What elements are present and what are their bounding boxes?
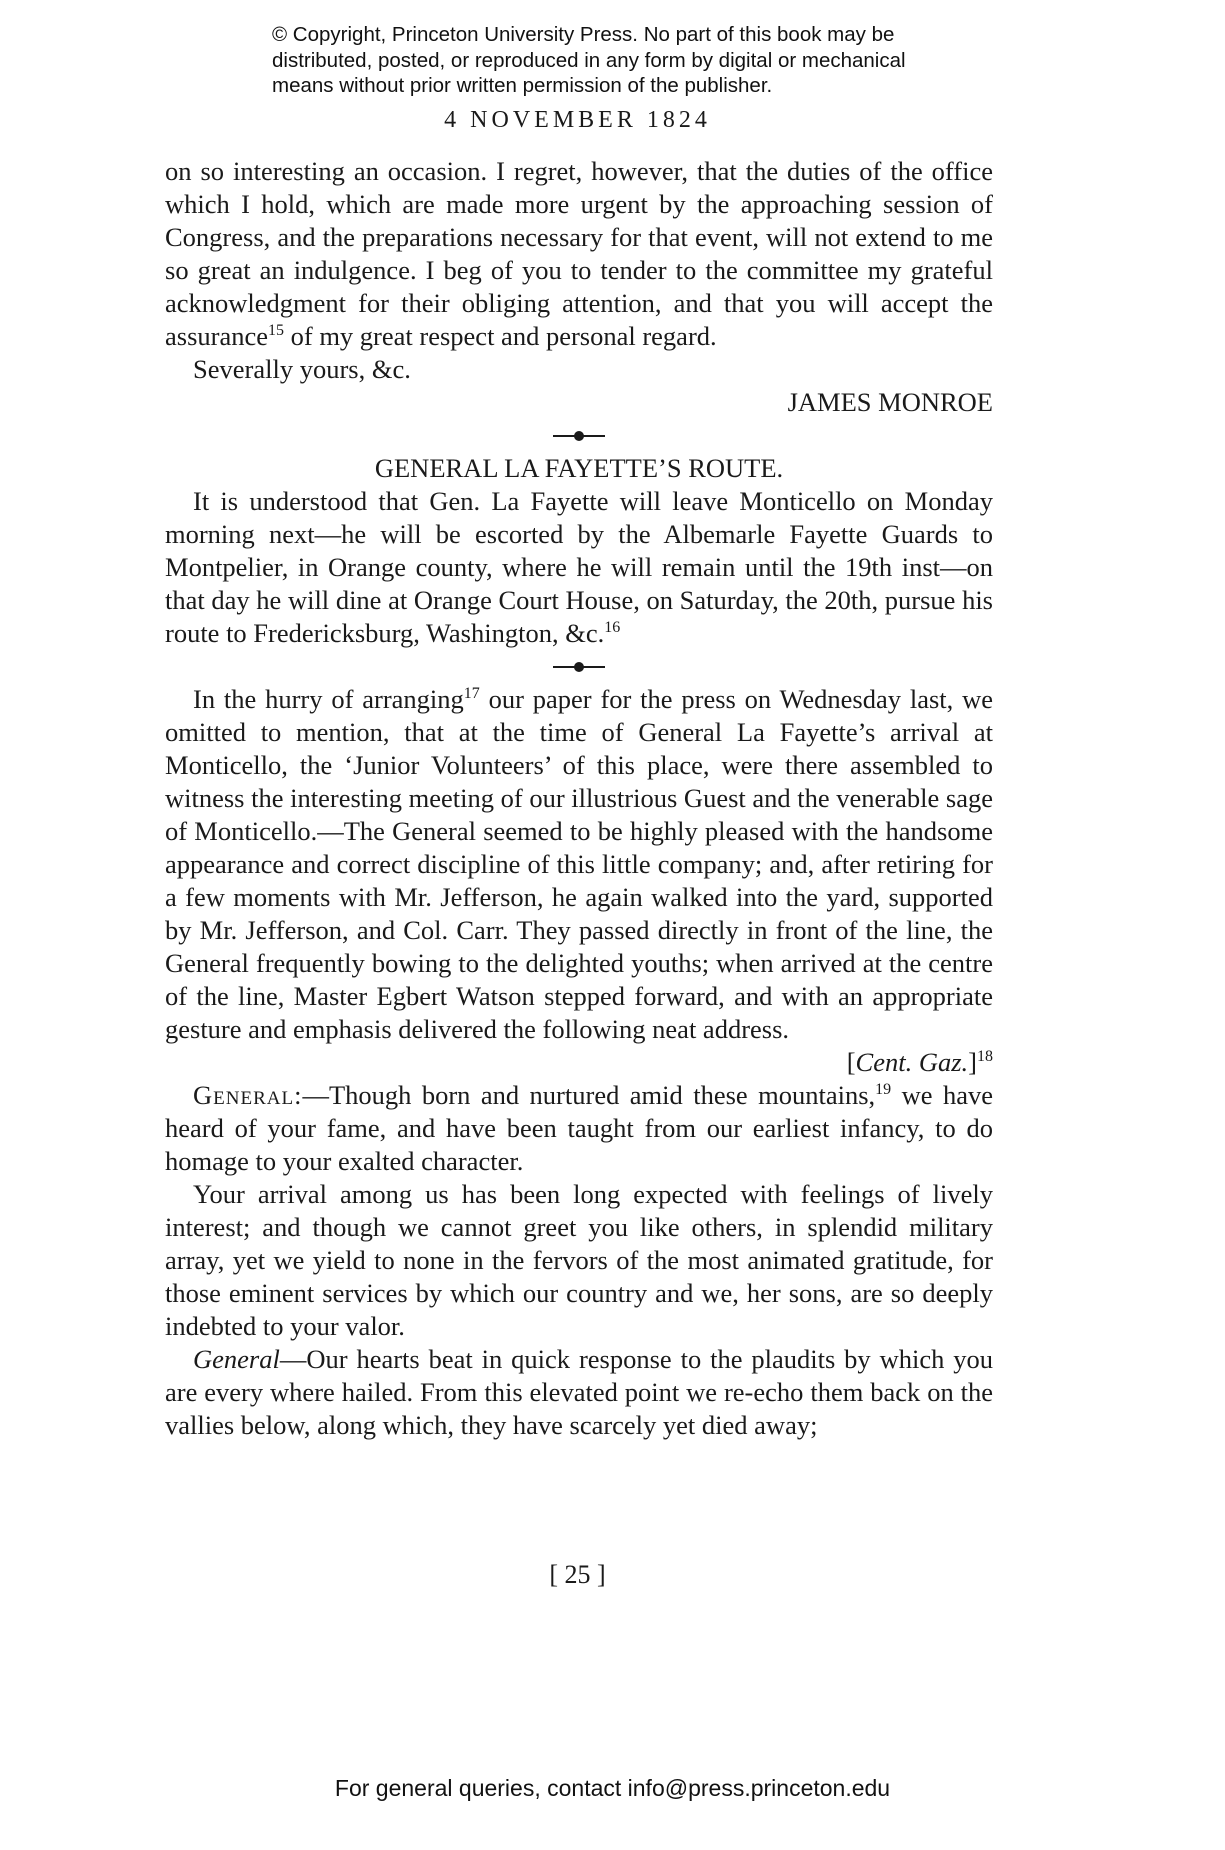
page-number: [ 25 ] bbox=[549, 1560, 606, 1589]
address-text: —Though born and nurtured amid these mountains, bbox=[302, 1080, 876, 1110]
footnote-marker[interactable]: 19 bbox=[875, 1081, 892, 1098]
route-paragraph bbox=[165, 485, 993, 650]
letter-paragraph bbox=[165, 155, 993, 353]
divider-ornament-icon bbox=[553, 662, 605, 672]
section-divider bbox=[165, 419, 993, 452]
copyright-line: means without prior written permission of the publisher. bbox=[272, 74, 773, 97]
footnote-marker[interactable]: 15 bbox=[268, 322, 284, 339]
copyright-line: distributed, posted, or reproduced in any form by digital or mechanical bbox=[272, 48, 906, 72]
address-paragraph bbox=[165, 1343, 993, 1442]
letter-text: on so interesting an occasion. I regret, however, that the duties of the office which I hold, which are made more urgent by the approaching session of Congress, and the preparations necessary for that event, will not extend to me so great an indulgence. I beg of you to tender to the committee my grateful acknowledgment for their obliging attention, and that you will accept the assurance bbox=[165, 156, 993, 351]
section-divider bbox=[165, 650, 993, 683]
copyright-notice bbox=[272, 22, 1032, 99]
letter-text-end: of my great respect and personal regard. bbox=[284, 321, 717, 351]
italic-salutation: General bbox=[193, 1344, 280, 1374]
article-text: our paper for the press on Wednesday last, we omitted to mention, that at the time of General La Fayette’s arrival at Monticello, the ‘Junior Volunteers’ of this place, were there assembled to witness the interesting meeting of our illustrious Guest and the venerable sage of Monticello.—The General seemed to be highly pleased with the handsome appearance and correct discipline of this little company; and, after retiring for a few moments with Mr. Jefferson, he again walked into the yard, supported by Mr. Jefferson, and Col. Carr. They passed directly in front of the line, the General frequently bowing to the delighted youths; when arrived at the centre of the line, Master Egbert Watson stepped forward, and with an appropriate gesture and emphasis delivered the following neat address. bbox=[165, 684, 993, 1044]
copyright-line: © Copyright, Princeton University Press. No part of this book may be bbox=[272, 23, 895, 46]
source-name: Cent. Gaz. bbox=[855, 1047, 969, 1077]
article-paragraph bbox=[165, 683, 993, 1046]
salutation: General: bbox=[193, 1080, 303, 1110]
address-text: —Our hearts beat in quick response to the plaudits by which you are every where hailed. From this elevated point we re-echo them back on the vallies below, along which, they have scarcely yet died away; bbox=[165, 1344, 993, 1440]
footnote-marker[interactable]: 18 bbox=[977, 1048, 993, 1065]
address-paragraph: Your arrival among us has been long expected with feelings of lively interest; and though we cannot greet you like others, in splendid military array, yet we yield to none in the fervors of the most animated gratitude, for those eminent services by which our country and we, her sons, are so deeply indebted to your valor. bbox=[165, 1179, 993, 1341]
address-paragraph bbox=[165, 1079, 993, 1178]
article-text: In the hurry of arranging bbox=[193, 684, 464, 714]
page-body bbox=[165, 155, 993, 1442]
address-text: we have heard of your fame, and have been taught from our earliest infancy, to do homage to your exalted character. bbox=[165, 1080, 993, 1176]
letter-closing: Severally yours, &c. bbox=[193, 354, 411, 384]
running-head: 4 NOVEMBER 1824 bbox=[444, 107, 711, 133]
letter-signature: JAMES MONROE bbox=[787, 387, 993, 417]
source-citation: [Cent. Gaz.]$^{18}$ bbox=[846, 1047, 993, 1077]
section-heading: GENERAL LA FAYETTE’S ROUTE. bbox=[374, 453, 784, 483]
footnote-marker[interactable]: 16 bbox=[604, 619, 621, 636]
footnote-marker[interactable]: 17 bbox=[463, 685, 480, 702]
route-text: It is understood that Gen. La Fayette will leave Monticello on Monday morning next—he will be escorted by the Albemarle Fayette Guards to Montpelier, in Orange county, where he will remain until the 19th inst—on that day he will dine at Orange Court House, on Saturday, the 20th, pursue his route to Fredericksburg, Washington, &c. bbox=[165, 486, 993, 648]
divider-ornament-icon bbox=[553, 431, 605, 441]
footer-contact: For general queries, contact info@press.princeton.edu bbox=[334, 1775, 891, 1801]
